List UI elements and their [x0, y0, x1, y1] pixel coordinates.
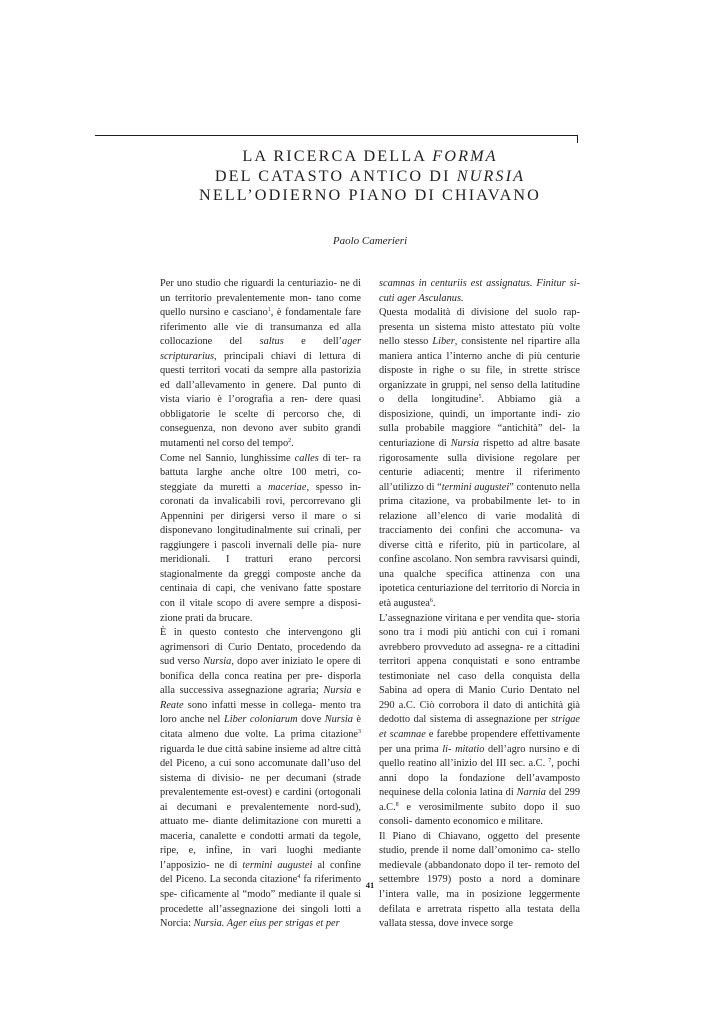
title-line-3: NELL’ODIERNO PIANO DI CHIAVANO [199, 186, 541, 204]
paragraph: Come nel Sannio, lunghissime calles di ter- ra battuta larghe anche oltre 100 metri, co- steggiate da muretti a maceriae, spesso in- coronati da invalicabili rovi, percorrevano gli Appennini per dirigersi verso il mare o si disponevano longitudinalmente sui crinali, per raggiungere i pascoli invernali delle pia- nure meridionali. I tratturi erano percorsi stagionalmente da greggi composte anche da centinaia di capi, che venivano fatte spostare con il vitale scopo di avere sempre a disposi- zione prati da brucare. [160, 452, 361, 624]
footnote-ref[interactable]: 2 [288, 438, 292, 445]
header-rule-tick [577, 135, 578, 143]
footnote-ref[interactable]: 5 [478, 394, 482, 401]
title-line-2: DEL CATASTO ANTICO DI NURSIA [214, 166, 526, 185]
footnote-ref[interactable]: 1 [267, 307, 271, 314]
paragraph: È in questo contesto che intervengono gli agrimensori di Curio Dentato, procedendo da sud verso Nursia, dopo aver iniziato le opere di bonifica della conca reatina per pre- disporla alla successiva assegnazione agraria; Nursia e Reate sono infatti messe in collega- mento tra loro anche nel Liber coloniarum dove Nursia è citata almeno due volte. La prima citazione$^3$ riguarda le due città sabine insieme ad altre città del Piceno, a cui sono accomunate dall’uso del sistema di divisio- ne per decumani (strade prevalentemente est-ovest) e cardini (ortogonali ai decumani e prevalentemente nord-sud), attuato me- diante delimitazione con muretti a maceria, canalette e condotti armati da tegole, ripe, e, infine, in vari luoghi mediante l’apposizio- ne di termini augustei al confine del Piceno. La seconda citazione$^4$ fa riferimento spe- cificamente al “modo” mediante il quale si procedette all’assegnazione dei singoli lotti a Norcia: Nursia. Ager eius per strigas et per [160, 627, 362, 930]
title-line-1: LA RICERCA DELLA FORMA [242, 147, 498, 165]
right-column [379, 277, 580, 932]
footnote-ref[interactable]: 6 [429, 598, 433, 605]
paragraph: Per uno studio che riguardi la centuriazio- ne di un territorio prevalentemente mon- tano come quello nursino e casciano$^1$, è fondamentale fare riferimento alle vie di transumanza ed alla collocazione del saltus e dell’ager scripturarius, principali chiavi di lettura di questi territori vocati da sempre alla pastorizia ed dall’allevamento in genere. Dal punto di vista viario è l’orografia a ren- dere quasi obbligatorie le scelte di percorso che, di conseguenza, non devono aver subito grandi mutamenti nel corso del tempo$^2$. [160, 278, 362, 450]
footnote-ref[interactable]: 3 [358, 728, 362, 735]
left-column [160, 277, 361, 932]
article-title [100, 147, 640, 206]
paragraph: Il Piano di Chiavano, oggetto del presente studio, prende il nome dall’omonimo ca- stello medievale (abbandonato dopo il ter- remoto del settembre 1979) posto a nord a dominare l’intera valle, ma in posizione leggermente defilata e arretrata rispetto alla testata della vallata stessa, dove invece sorge [379, 830, 580, 930]
footnote-ref[interactable]: 7 [548, 758, 552, 765]
author-name: Paolo Camerieri [332, 235, 408, 247]
header-rule [95, 135, 578, 136]
footnote-ref[interactable]: 4 [297, 874, 301, 881]
footnote-ref[interactable]: 8 [395, 801, 399, 808]
page-number: 41 [365, 880, 375, 890]
paragraph: scamnas in centuriis est assignatus. Finitur si- cuti ager Asculanus. [379, 278, 580, 304]
paragraph: Questa modalità di divisione del suolo rap- presenta un sistema misto attestato più volte nello stesso Liber, consistente nel ripartire alla maniera antica l’interno anche di più centurie disposte in righe o su file, in strette strisce organizzate in gruppi, nel senso della latitudine o della longitudine$^5$. Abbiamo già a disposizione, quindi, un importante indi- zio sulla probabile maggiore “antichità” del- la centuriazione di Nursia rispetto ad altre basate rigorosamente sulla divisione regolare per centurie adiacenti; mentre il riferimento all’utilizzo di “termini augustei” contenuto nella prima citazione, va probabilmente let- to in relazione all’elenco di varie modalità di tracciamento dei confini che accomuna- va diverse città e riferito, più in particolare, al confine ascolano. Non sembra ravvisarsi quindi, una qualche specifica attinenza con una ipotetica centuriazione del territorio di Norcia in età augustea$^6$. [379, 307, 580, 610]
paragraph: L’assegnazione viritana e per vendita que- storia sono tra i modi più antichi con cui i romani avrebbero provveduto ad assegna- re a cittadini territori appena conquistati e sono entrambe testimoniate nel caso della conquista della Sabina ad opera di Manio Curio Dentato nel 290 a.C. Ciò corrobora il dato di antichità già dedotto dal sistema di assegnazione per strigae et scamnae e farebbe propendere effettivamente per una prima li- mitatio dell’agro nursino e di quello reatino all’inizio del III sec. a.C. $^7$, pochi anni dopo la fondazione dell’avamposto nequinese della colonia latina di Narnia del 299 a.C.$^8$ e verosimilmente subito dopo il suo consoli- damento economico e militare. [379, 612, 581, 828]
